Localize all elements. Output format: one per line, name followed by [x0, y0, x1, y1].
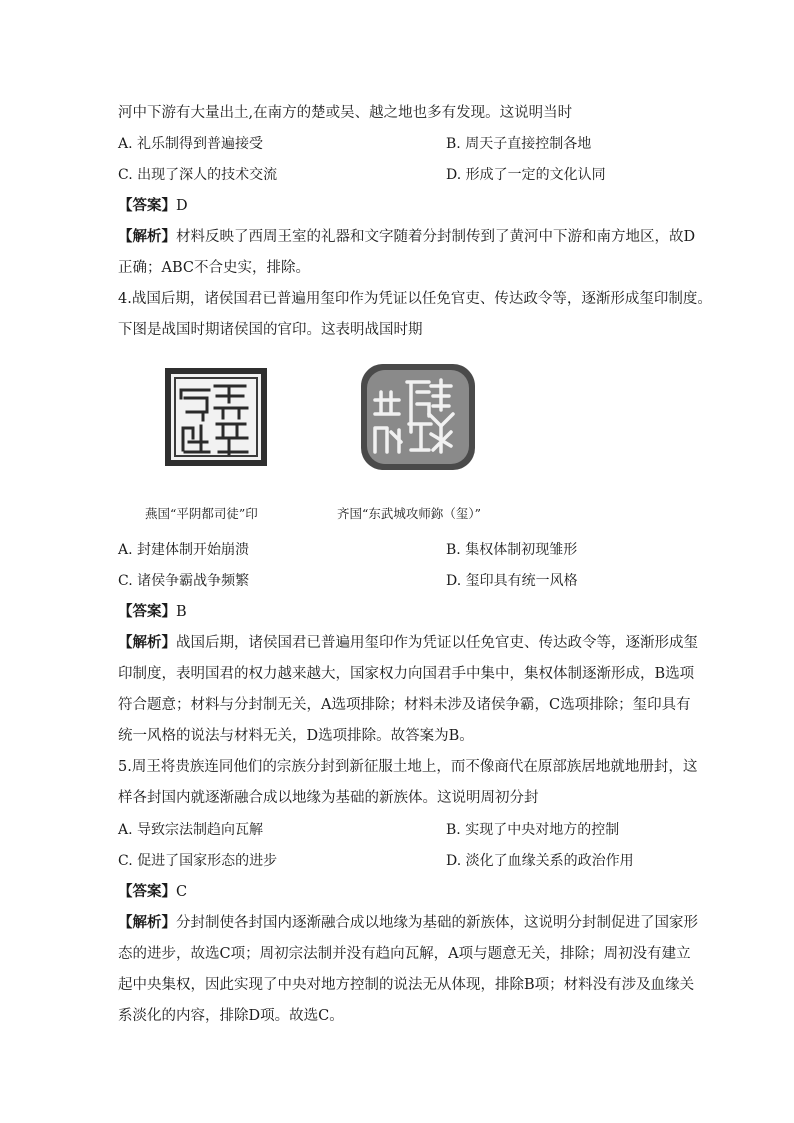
q3-option-a: A. 礼乐制得到普遍接受 [118, 136, 264, 152]
qi-seal-caption: 齐国“东武城攻师鉨（玺）” [337, 506, 482, 521]
q5-analysis-line: 系淡化的内容，排除D项。故选C。 [118, 1008, 344, 1024]
q5-analysis-line: 态的进步，故选C项；周初宗法制并没有趋向瓦解，A项与题意无关，排除；周初没有建立 [118, 946, 691, 962]
qi-seal-image [361, 364, 475, 470]
q5-option-c: C. 促进了国家形态的进步 [118, 853, 278, 869]
q4-option-a: A. 封建体制开始崩溃 [118, 542, 250, 558]
q5-stem: 5.周王将贵族连同他们的宗族分封到新征服土地上，而不像商代在原部族居地就地册封，这 [118, 759, 698, 775]
analysis-text: 材料反映了西周王室的礼器和文字随着分封制传到了黄河中下游和南方地区，故D [176, 229, 696, 245]
q3-analysis-line: 正确；ABC不合史实，排除。 [118, 260, 310, 276]
q4-option-c: C. 诸侯争霸战争频繁 [118, 573, 250, 589]
q3-analysis-line [118, 227, 695, 247]
q4-analysis-line [118, 633, 698, 653]
q4-option-d: D. 玺印具有统一风格 [446, 573, 578, 589]
q4-analysis-line: 符合题意；材料与分封制无关，A选项排除；材料未涉及诸侯争霸，C选项排除；玺印具有 [118, 697, 691, 713]
q5-answer [118, 882, 187, 902]
q4-analysis-line: 印制度，表明国君的权力越来越大，国家权力向国君手中集中，集权体制逐渐形成，B选项 [118, 666, 695, 682]
analysis-text: 战国后期，诸侯国君已普遍用玺印作为凭证以任免官吏、传达政令等，逐渐形成玺 [176, 635, 698, 651]
q5-analysis-line: 起中央集权，因此实现了中央对地方控制的说法无从体现，排除B项；材料没有涉及血缘关 [118, 977, 695, 993]
answer-value: C [176, 884, 188, 900]
q4-stem: 下图是战国时期诸侯国的官印。这表明战国时期 [118, 322, 423, 338]
q3-stem: 河中下游有大量出土,在南方的楚或吴、越之地也多有发现。这说明当时 [118, 105, 573, 121]
q5-option-a: A. 导致宗法制趋向瓦解 [118, 822, 264, 838]
q5-option-b: B. 实现了中央对地方的控制 [446, 822, 620, 838]
analysis-label: 【解析】 [118, 634, 176, 651]
q3-option-b: B. 周天子直接控制各地 [446, 136, 592, 152]
analysis-text: 分封制使各封国内逐渐融合成以地缘为基础的新族体，这说明分封制促进了国家形 [176, 915, 698, 931]
q3-option-c: C. 出现了深人的技术交流 [118, 167, 278, 183]
q5-option-d: D. 淡化了血缘关系的政治作用 [446, 853, 634, 869]
q4-option-b: B. 集权体制初现雏形 [446, 542, 578, 558]
q5-analysis-line [118, 913, 698, 933]
answer-label: 【答案】 [118, 197, 176, 214]
yan-seal-image [163, 366, 269, 468]
analysis-label: 【解析】 [118, 914, 176, 931]
analysis-label: 【解析】 [118, 228, 176, 245]
answer-label: 【答案】 [118, 603, 176, 620]
q5-stem: 样各封国内就逐渐融合成以地缘为基础的新族体。这说明周初分封 [118, 790, 539, 806]
yan-seal-caption: 燕国“平阴都司徒”印 [145, 506, 258, 521]
q4-stem: 4.战国后期，诸侯国君已普遍用玺印作为凭证以任免官吏、传达政令等，逐渐形成玺印制度。 [118, 291, 712, 307]
q3-answer [118, 196, 188, 216]
q4-analysis-line: 统一风格的说法与材料无关，D选项排除。故答案为B。 [118, 728, 474, 744]
answer-value: D [176, 198, 188, 214]
q3-option-d: D. 形成了一定的文化认同 [446, 167, 606, 183]
q4-answer [118, 602, 187, 622]
answer-value: B [176, 604, 187, 620]
answer-label: 【答案】 [118, 883, 176, 900]
